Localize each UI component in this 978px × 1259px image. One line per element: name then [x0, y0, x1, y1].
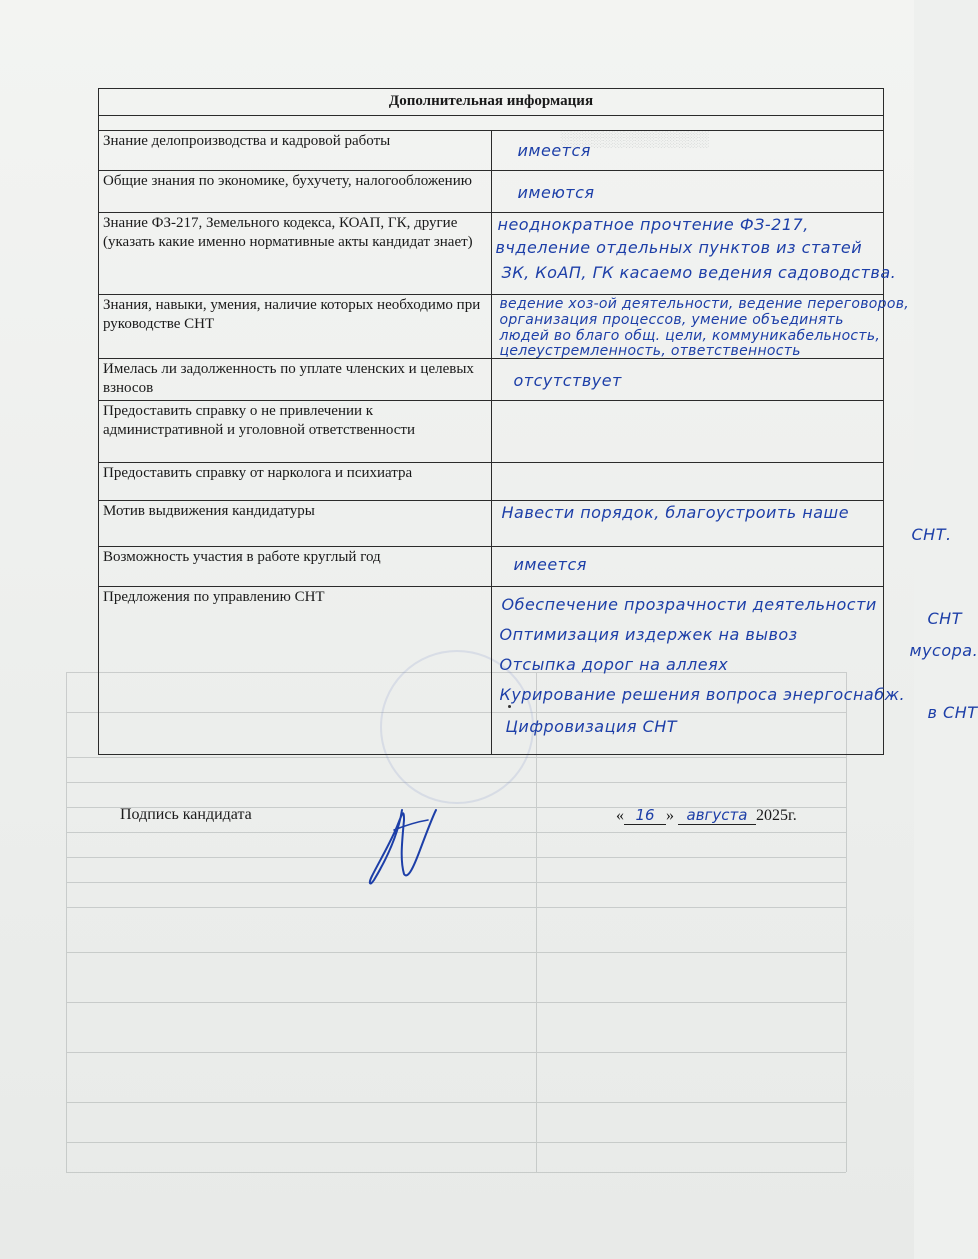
handwritten-answer: отсутствует — [513, 371, 622, 390]
question-cell: Мотив выдвижения кандидатуры — [99, 501, 492, 547]
question-cell: Знание делопроизводства и кадровой работы — [99, 131, 492, 171]
handwritten-answer: ЗК, КоАП, ГК касаемо ведения садоводства. — [501, 263, 897, 282]
answer-cell — [491, 463, 884, 501]
candidate-signature — [358, 780, 458, 890]
question-cell: Предоставить справку о не привлечении к административной и уголовной ответственности — [99, 401, 492, 463]
answer-cell — [491, 401, 884, 463]
signature-date — [616, 806, 797, 825]
answer-cell — [491, 547, 884, 587]
question-cell: Знание ФЗ-217, Земельного кодекса, КОАП, ГК, другие (указать какие именно нормативные акты кандидат знает) — [99, 213, 492, 295]
handwritten-answer: СНТ. — [911, 525, 952, 544]
handwritten-answer: организация процессов, умение объединять — [499, 312, 844, 328]
answer-cell — [491, 587, 978, 755]
handwritten-answer: Обеспечение прозрачности деятельности — [501, 595, 877, 614]
additional-info-table — [98, 88, 978, 755]
handwritten-answer: имеется — [517, 141, 591, 160]
bleed-through-text: ░░░░░░░░░░░░░░ — [560, 132, 709, 148]
answer-cell — [491, 501, 952, 547]
handwritten-answer: СНТ — [927, 609, 962, 628]
ink-dot — [508, 705, 511, 708]
handwritten-answer: Курирование решения вопроса энергоснабж. — [499, 685, 906, 704]
answer-cell — [491, 213, 897, 295]
question-cell: Предоставить справку от нарколога и психиатра — [99, 463, 492, 501]
answer-cell — [491, 131, 884, 171]
date-year: 2025г. — [756, 807, 797, 824]
handwritten-answer: вчделение отдельных пунктов из статей — [495, 238, 863, 257]
question-cell: Знания, навыки, умения, наличие которых необходимо при руководстве СНТ — [99, 295, 492, 359]
answer-cell — [491, 359, 884, 401]
handwritten-answer: целеустремленность, ответственность — [499, 343, 801, 359]
date-close-quote: » — [666, 807, 674, 824]
date-day: 16 — [624, 806, 666, 825]
answer-cell — [491, 171, 884, 213]
handwritten-answer: неоднократное прочтение ФЗ-217, — [497, 215, 809, 234]
question-cell: Имелась ли задолженность по уплате членских и целевых взносов — [99, 359, 492, 401]
handwritten-answer: Оптимизация издержек на вывоз — [499, 625, 798, 644]
date-open-quote: « — [616, 807, 624, 824]
handwritten-answer: Цифровизация СНТ — [505, 717, 678, 736]
handwritten-answer: людей во благо общ. цели, коммуникабельность, — [499, 328, 881, 344]
signature-label: Подпись кандидата — [120, 806, 252, 823]
date-month: августа — [678, 806, 756, 825]
question-cell: Общие знания по экономике, бухучету, налогообложению — [99, 171, 492, 213]
table-header: Дополнительная информация — [99, 89, 884, 116]
handwritten-answer: Навести порядок, благоустроить наше — [501, 503, 850, 522]
question-cell: Возможность участия в работе круглый год — [99, 547, 492, 587]
handwritten-answer: ведение хоз-ой деятельности, ведение переговоров, — [499, 296, 910, 312]
question-cell: Предложения по управлению СНТ — [99, 587, 492, 755]
handwritten-answer: мусора. — [909, 641, 978, 660]
handwritten-answer: имеется — [513, 555, 587, 574]
handwritten-answer: имеются — [517, 183, 595, 202]
handwritten-answer: в СНТ — [927, 703, 978, 722]
spacer-row — [99, 116, 884, 131]
handwritten-answer: Отсыпка дорог на аллеях — [499, 655, 729, 674]
answer-cell — [491, 295, 910, 359]
